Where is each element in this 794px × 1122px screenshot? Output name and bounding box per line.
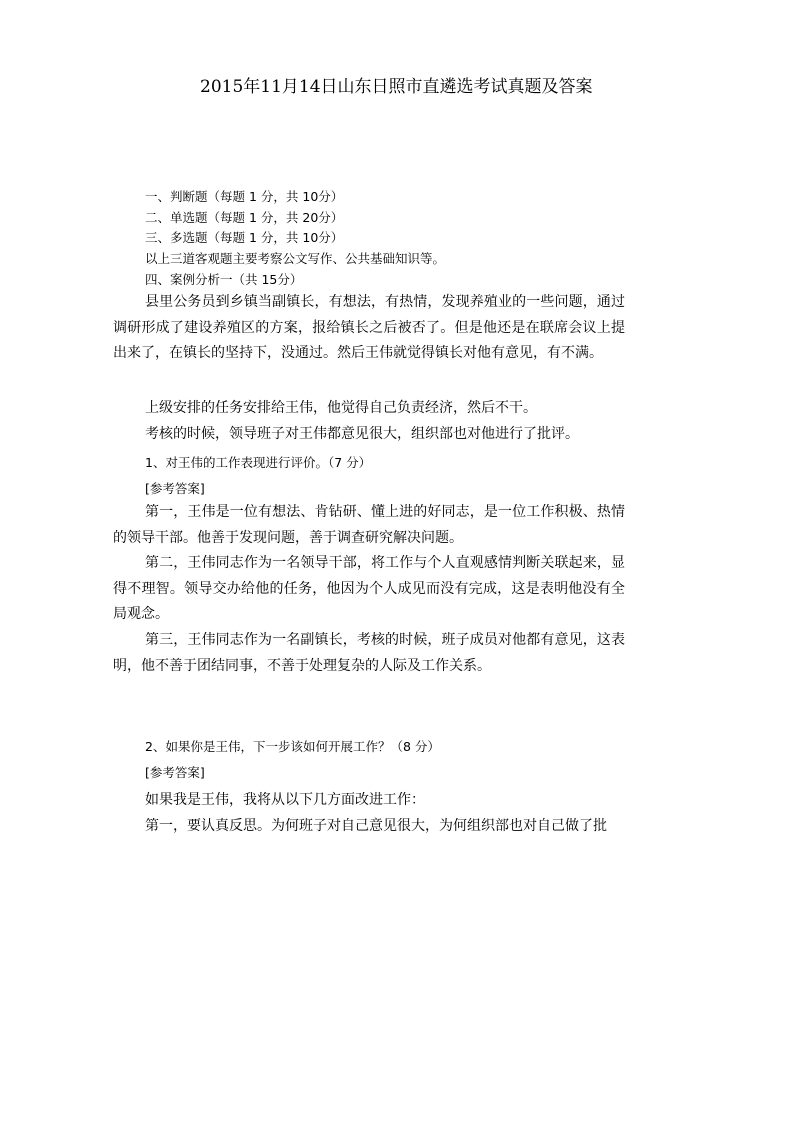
section-note: 以上三道客观题主要考察公文写作、公共基础知识等。 [145,251,446,266]
page-title: 2015年11月14日山东日照市直遴选考试真题及答案 [200,77,593,97]
section-single-choice: 二、单选题（每题 1 分，共 20分） [145,210,344,225]
answer1-paragraph-3: 第三，王伟同志作为一名副镇长，考核的时候，班子成员对他都有意见，这表明，他不善于团结同事，不善于处理复杂的人际及工作关系。 [113,632,625,674]
answer-label-2: [参考答案] [145,765,205,780]
answer1-paragraph-2: 第二，王伟同志作为一名领导干部，将工作与个人直观感情判断关联起来，显得不理智。领导交办给他的任务，他因为个人成见而没有完成，这是表明他没有全局观念。 [113,555,625,622]
question-1: 1、对王伟的工作表现进行评价。（7 分） [145,455,372,470]
section-case-analysis: 四、案例分析一（共 15分） [145,272,303,287]
case-paragraph-1: 县里公务员到乡镇当副镇长，有想法，有热情，发现养殖业的一些问题，通过调研形成了建设养殖区的方案，报给镇长之后被否了。但是他还是在联席会议上提出来了，在镇长的坚持下，没通过。然后王伟就觉得镇长对他有意见，有不满。 [113,294,625,361]
case-paragraph-2: 上级安排的任务安排给王伟，他觉得自己负责经济，然后不干。 [145,400,537,416]
section-judgment: 一、判断题（每题 1 分，共 10分） [145,189,344,204]
answer-label-1: [参考答案] [145,481,205,496]
answer2-intro: 如果我是王伟，我将从以下几方面改进工作： [145,792,425,808]
question-2: 2、如果你是王伟，下一步该如何开展工作？（8 分） [145,739,440,754]
case-paragraph-3: 考核的时候，领导班子对王伟都意见很大，组织部也对他进行了批评。 [145,426,579,442]
answer1-paragraph-1: 第一，王伟是一位有想法、肯钻研、懂上进的好同志，是一位工作积极、热情的领导干部。他善于发现问题，善于调查研究解决问题。 [113,504,625,546]
answer2-first: 第一，要认真反思。为何班子对自己意见很大，为何组织部也对自己做了批 [145,818,607,834]
section-multiple-choice: 三、多选题（每题 1 分，共 10分） [145,230,344,245]
